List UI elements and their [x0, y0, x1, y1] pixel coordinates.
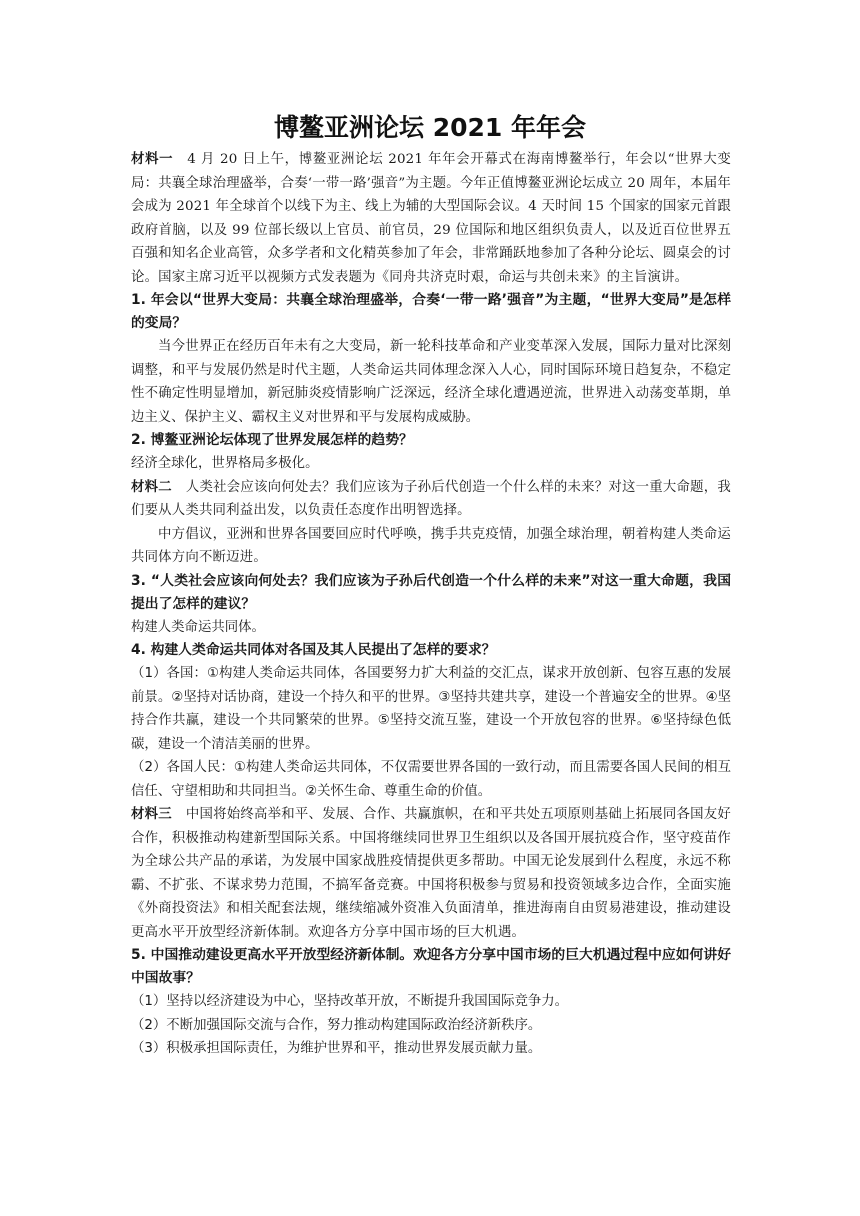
answer-4-2: （2）各国人民：①构建人类命运共同体，不仅需要世界各国的一致行动，而且需要各国人民间的相互信任、守望相助和共同担当。②关怀生命、尊重生命的价值。	[131, 760, 731, 799]
material-1	[131, 148, 731, 289]
material-3	[131, 803, 731, 944]
answer-5-1: （1）坚持以经济建设为中心，坚持改革开放，不断提升我国国际竞争力。	[131, 994, 569, 1009]
answer-2: 经济全球化，世界格局多极化。	[131, 456, 319, 471]
material-3-text: 中国将始终高举和平、发展、合作、共赢旗帜，在和平共处五项原则基础上拓展同各国友好合作，积极推动构建新型国际关系。中国将继续同世界卫生组织以及各国开展抗疫合作，坚守疫苗作为全球公共产品的承诺，为发展中国家战胜疫情提供更多帮助。中国无论发展到什么程度，永远不称霸、不扩张、不谋求势力范围，不搞军备竞赛。中国将积极参与贸易和投资领域多边合作，全面实施《外商投资法》和相关配套法规，继续缩减外资准入负面清单，推进海南自由贸易港建设，推动建设更高水平开放型经济新体制。欢迎各方分享中国市场的巨大机遇。	[131, 807, 731, 940]
answer-3: 构建人类命运共同体。	[131, 619, 265, 635]
document-title: 博鳌亚洲论坛 2021 年年会	[274, 113, 586, 142]
material-3-label: 材料三	[131, 807, 172, 822]
answer-5-3: （3）积极承担国际责任，为维护世界和平，推动世界发展贡献力量。	[131, 1041, 542, 1056]
material-1-text: 4 月 20 日上午，博鳌亚洲论坛 2021 年年会开幕式在海南博鳌举行，年会以“世界大变局：共襄全球治理盛举，合奏‘一带一路’强音”为主题。今年正值博鳌亚洲论坛成立 20 周年，本届年会成为 2021 年全球首个以线下为主、线上为辅的大型国际会议。4 天时间 15 个国家的国家元首跟政府首脑，以及 99 位部长级以上官员、前官员，29 位国际和地区组织负责人，以及近百位世界五百强和知名企业高管，众多学者和文化精英参加了年会，非常踊跃地参加了各种分论坛、圆桌会的讨论。国家主席习近平以视频方式发表题为《同舟共济克时艰，命运与共创未来》的主旨演讲。	[131, 152, 732, 285]
document-body	[131, 148, 731, 1061]
material-2-label: 材料二	[131, 479, 172, 495]
answer-4-1: （1）各国：①构建人类命运共同体，各国要努力扩大利益的交汇点，谋求开放创新、包容互惠的发展前景。②坚持对话协商，建设一个持久和平的世界。③坚持共建共享，建设一个普遍安全的世界。④坚持合作共赢，建设一个共同繁荣的世界。⑤坚持交流互鉴，建设一个开放包容的世界。⑥坚持绿色低碳，建设一个清洁美丽的世界。	[131, 666, 731, 752]
material-2-text-2: 中方倡议，亚洲和世界各国要回应时代呼唤，携手共克疫情，加强全球治理，朝着构建人类命运共同体方向不断迈进。	[131, 526, 731, 565]
question-1: 1. 年会以“世界大变局：共襄全球治理盛举，合奏‘一带一路’强音”为主题，“世界大变局”是怎样的变局？	[131, 292, 731, 331]
question-5: 5. 中国推动建设更高水平开放型经济新体制。欢迎各方分享中国市场的巨大机遇过程中应如何讲好中国故事？	[131, 947, 731, 986]
material-1-label: 材料一	[131, 152, 174, 167]
question-2: 2. 博鳌亚洲论坛体现了世界发展怎样的趋势？	[131, 432, 413, 448]
question-3: 3. “人类社会应该向何处去？我们应该为子孙后代创造一个什么样的未来”对这一重大命题，我国提出了怎样的建议？	[131, 572, 731, 612]
answer-1: 当今世界正在经历百年未有之大变局，新一轮科技革命和产业变革深入发展，国际力量对比深刻调整，和平与发展仍然是时代主题，人类命运共同体理念深入人心，同时国际环境日趋复杂，不稳定性不确定性明显增加，新冠肺炎疫情影响广泛深远，经济全球化遭遇逆流，世界进入动荡变革期，单边主义、保护主义、霸权主义对世界和平与发展构成威胁。	[131, 339, 731, 425]
answer-5-2: （2）不断加强国际交流与合作，努力推动构建国际政治经济新秩序。	[131, 1017, 542, 1033]
material-2-text-1: 人类社会应该向何处去？我们应该为子孙后代创造一个什么样的未来？对这一重大命题，我们要从人类共同利益出发，以负责任态度作出明智选择。	[131, 479, 731, 518]
question-4: 4. 构建人类命运共同体对各国及其人民提出了怎样的要求？	[131, 642, 496, 658]
material-2	[131, 476, 731, 523]
